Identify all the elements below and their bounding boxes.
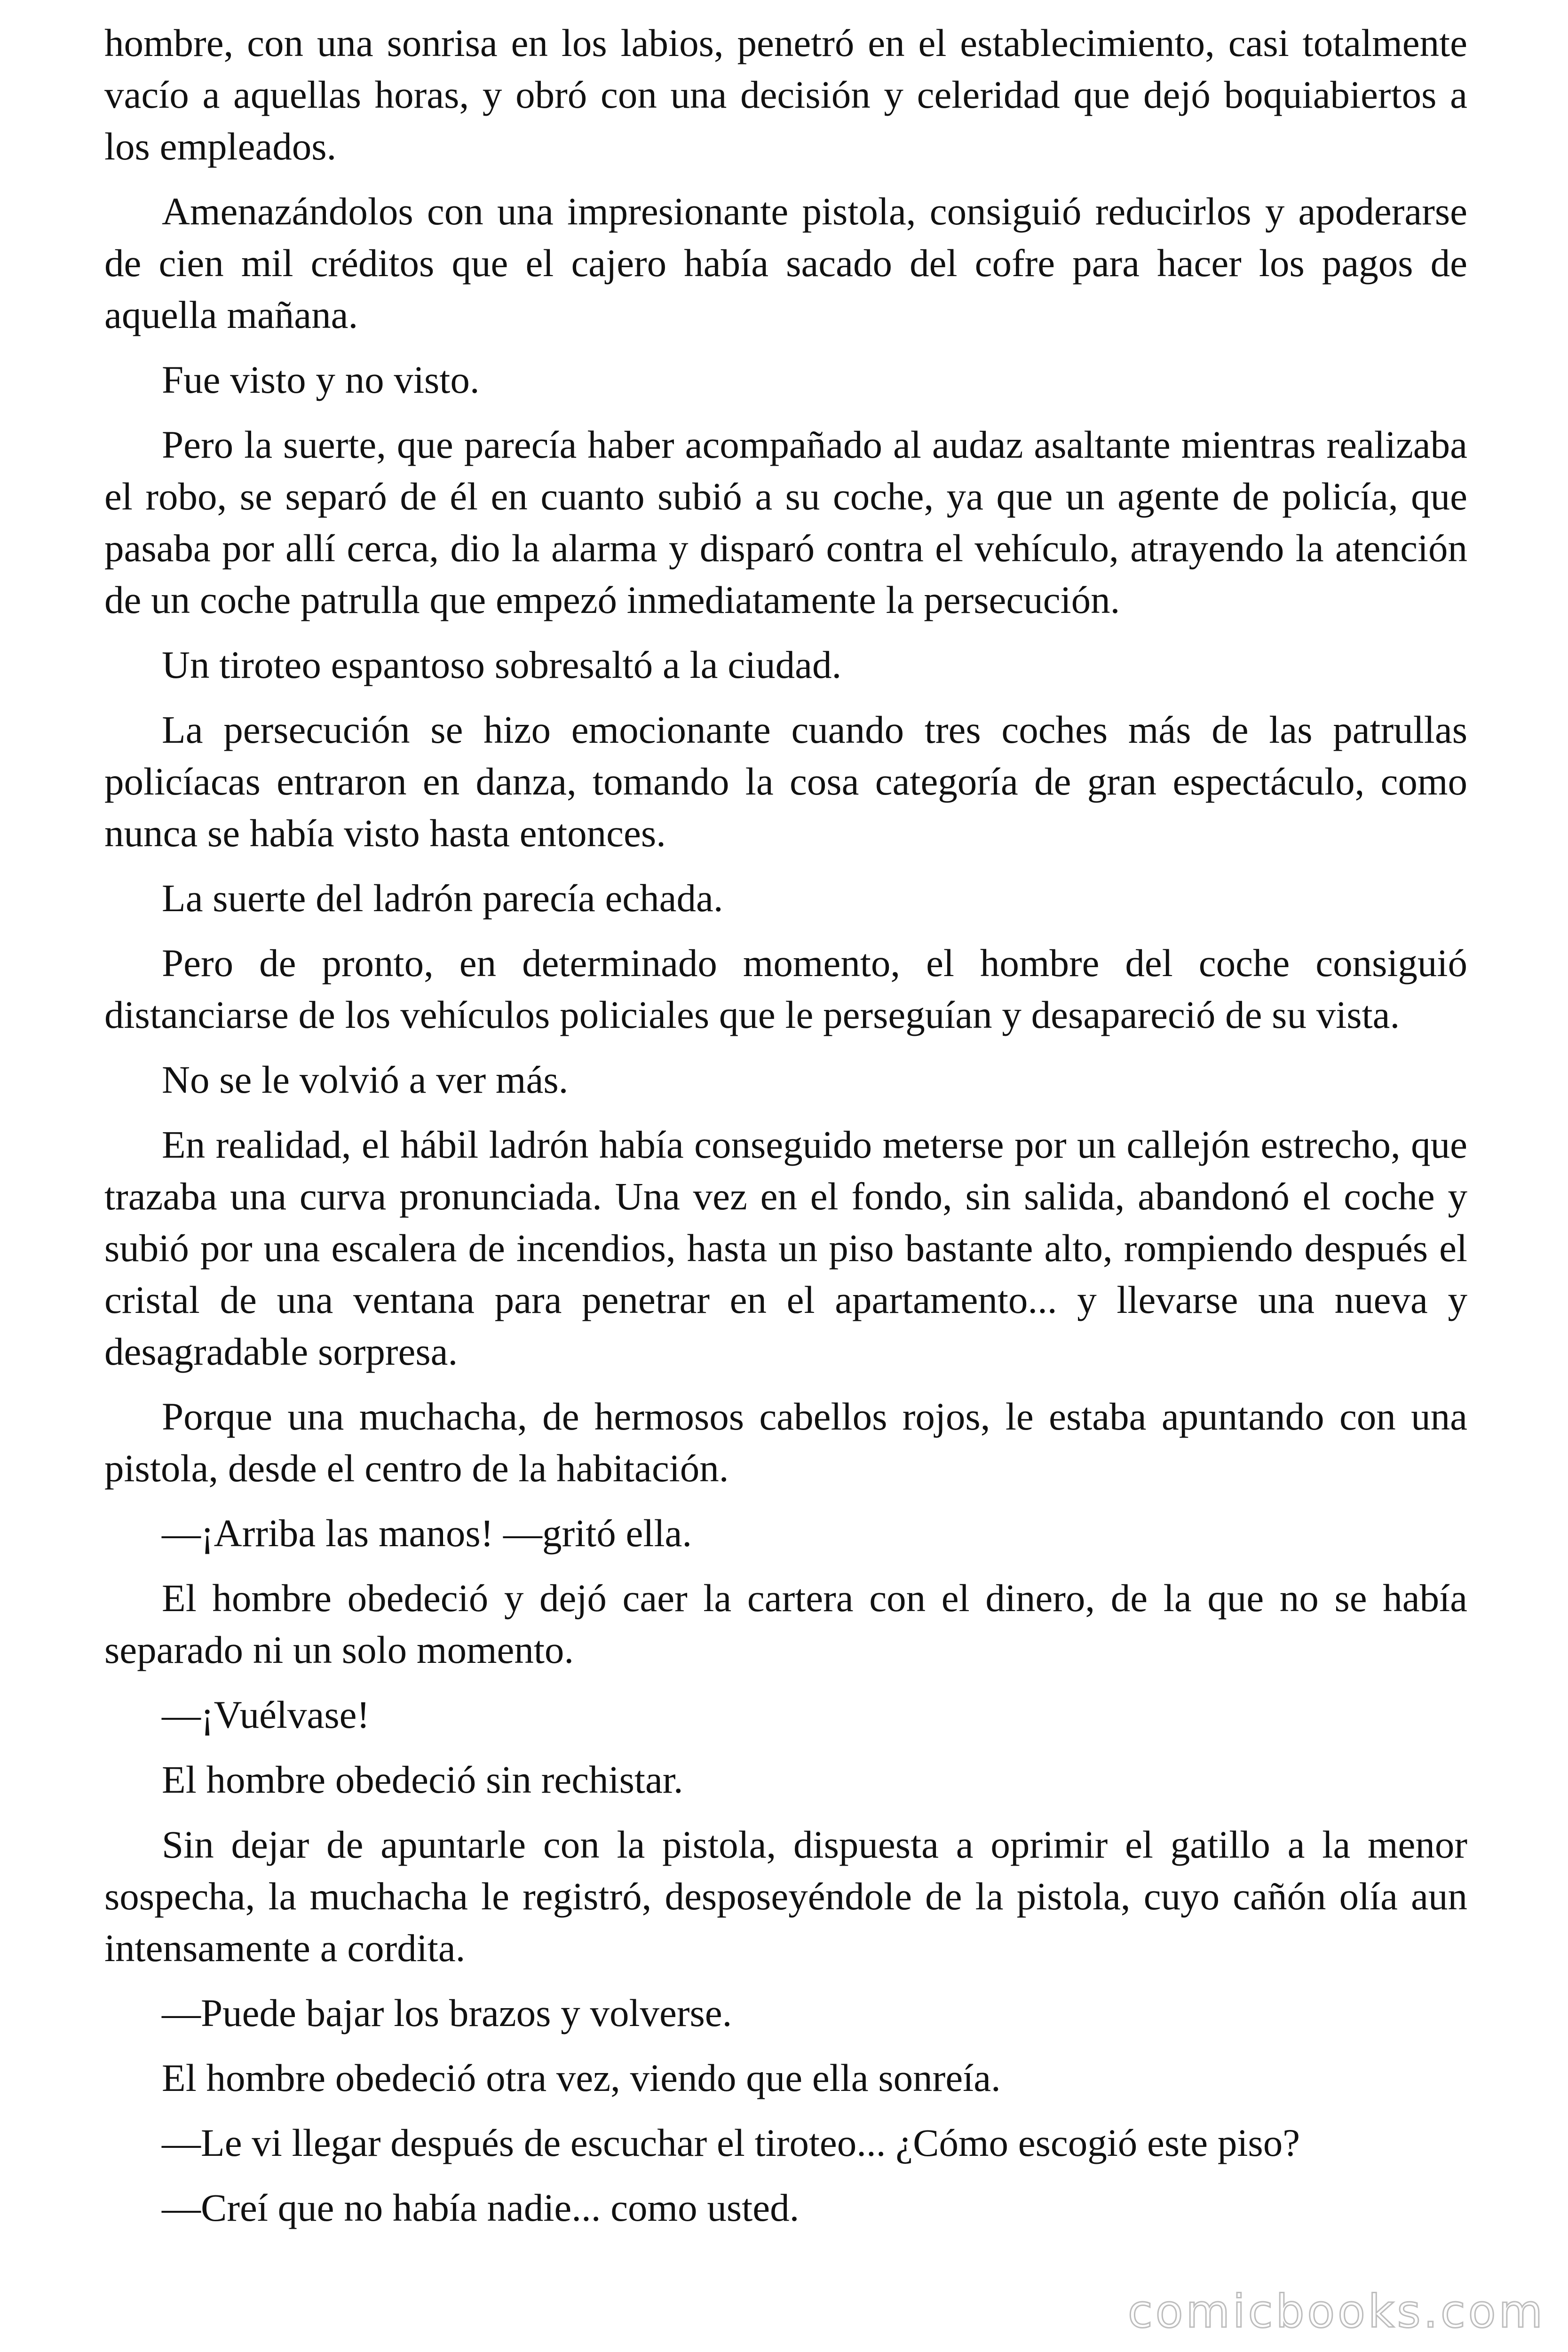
paragraph: El hombre obedeció y dejó caer la cartera con el dinero, de la que no se había separado ni un solo momento. [104, 1576, 1467, 1671]
paragraph: La persecución se hizo emocionante cuando tres coches más de las patrullas policíacas entraron en danza, tomando la cosa categoría de gran espectáculo, como nunca se había visto hasta entonces. [104, 708, 1467, 855]
paragraph: El hombre obedeció sin rechistar. [162, 1758, 683, 1801]
paragraph: —¡Vuélvase! [162, 1693, 370, 1736]
paragraph: Fue visto y no visto. [162, 358, 480, 401]
paragraph: El hombre obedeció otra vez, viendo que ella sonreía. [162, 2056, 1001, 2099]
paragraph: Amenazándolos con una impresionante pistola, consiguió reducirlos y apoderarse de cien mil créditos que el cajero había sacado del cofre para hacer los pagos de aquella mañana. [104, 190, 1467, 336]
paragraph: Un tiroteo espantoso sobresaltó a la ciudad. [162, 643, 842, 686]
paragraph: —¡Arriba las manos! —gritó ella. [162, 1511, 692, 1555]
paragraph: —Creí que no había nadie... como usted. [162, 2186, 800, 2229]
paragraph: En realidad, el hábil ladrón había conseguido meterse por un callejón estrecho, que trazaba una curva pronunciada. Una vez en el fondo, sin salida, abandonó el coche y subió por una escalera de incendios, hasta un piso bastante alto, rompiendo después el cristal de una ventana para penetrar en el apartamento... y llevarse una nueva y desagradable sorpresa. [104, 1123, 1467, 1373]
paragraph: Porque una muchacha, de hermosos cabellos rojos, le estaba apuntando con una pistola, desde el centro de la habitación. [104, 1395, 1467, 1490]
paragraph: Sin dejar de apuntarle con la pistola, dispuesta a oprimir el gatillo a la menor sospecha, la muchacha le registró, desposeyéndole de la pistola, cuyo cañón olía aun intensamente a cordita. [104, 1823, 1467, 1970]
paragraph: hombre, con una sonrisa en los labios, penetró en el establecimiento, casi totalmente vacío a aquellas horas, y obró con una decisión y celeridad que dejó boquiabiertos a los empleados. [104, 21, 1467, 168]
paragraph: Pero la suerte, que parecía haber acompañado al audaz asaltante mientras realizaba el robo, se separó de él en cuanto subió a su coche, ya que un agente de policía, que pasaba por allí cerca, dio la alarma y disparó contra el vehículo, atrayendo la atención de un coche patrulla que empezó inmediatamente la persecución. [104, 423, 1467, 621]
watermark-logo: comicbooks.com [1127, 2285, 1545, 2338]
book-page [104, 17, 1467, 2247]
paragraph: —Puede bajar los brazos y volverse. [162, 1991, 732, 2034]
paragraph: Pero de pronto, en determinado momento, el hombre del coche consiguió distanciarse de los vehículos policiales que le perseguían y desapareció de su vista. [104, 941, 1467, 1036]
paragraph: La suerte del ladrón parecía echada. [162, 876, 723, 920]
paragraph: No se le volvió a ver más. [162, 1058, 569, 1101]
paragraph: —Le vi llegar después de escuchar el tiroteo... ¿Cómo escogió este piso? [162, 2121, 1300, 2164]
